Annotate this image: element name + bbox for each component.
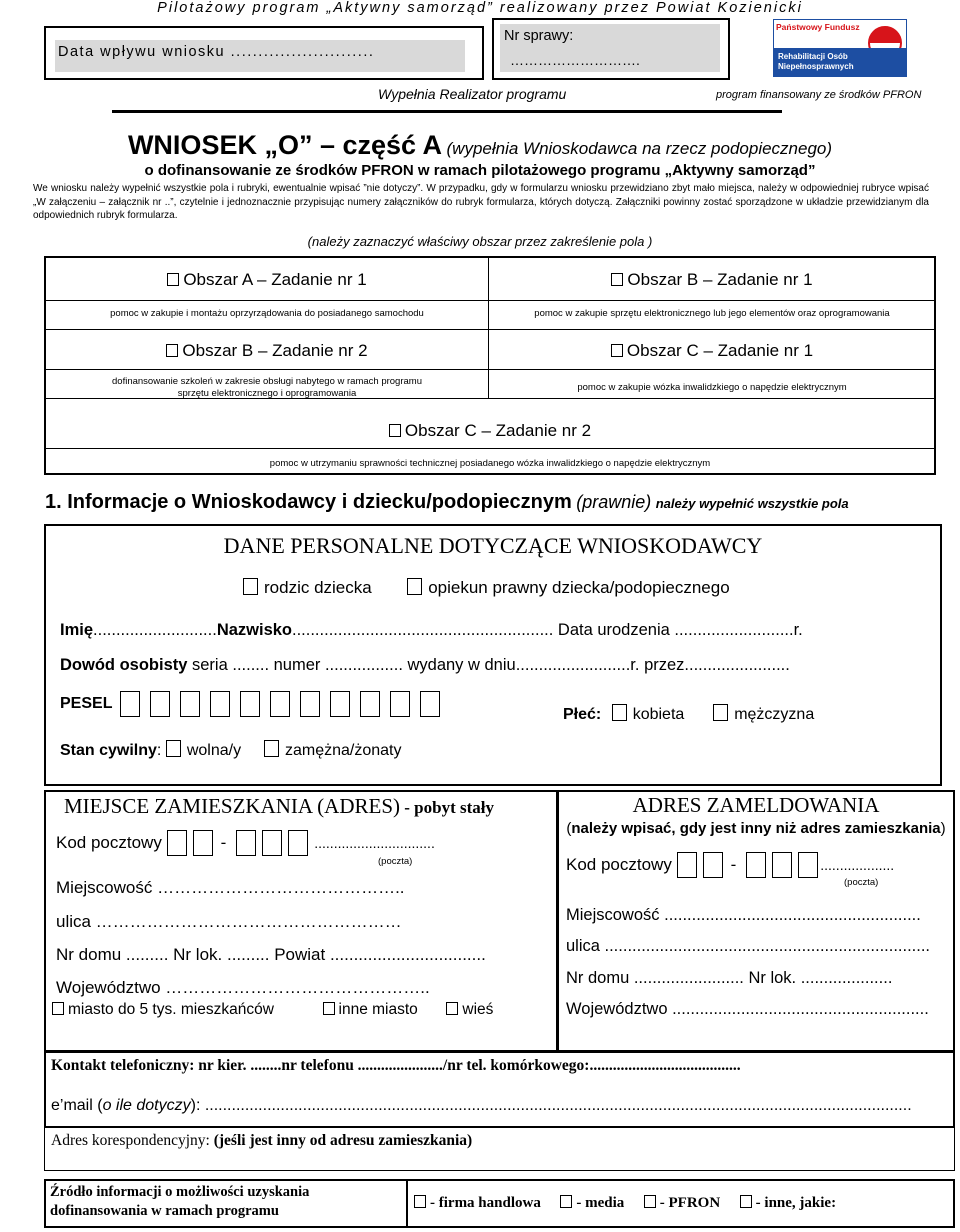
registered-note: (należy wpisać, gdy jest inny niż adres zamieszkania) (566, 820, 946, 837)
task-grid-hline-2 (46, 329, 934, 330)
mark-note-text: (należy zaznaczyć właściwy obszar przez zakreślenie pola ) (307, 234, 653, 249)
filled-by-note: Wypełnia Realizator programu (378, 86, 567, 102)
task-b1-desc: pomoc w zakupie sprzętu elektronicznego lub jego elementów oraz oprogramowania (534, 308, 890, 319)
id-line[interactable] (60, 656, 790, 675)
task-c1-checkbox[interactable] (611, 344, 623, 357)
mark-note (0, 234, 960, 249)
name-line[interactable] (60, 621, 803, 640)
surname-dob-dots: ......................................................... Data urodzenia ..........................r. (292, 621, 803, 639)
source-media-label: - media (576, 1195, 625, 1211)
sex-label: Płeć: (563, 706, 602, 723)
section1-title-paren: (prawnie) (576, 492, 652, 512)
pesel-digit[interactable] (180, 691, 200, 717)
date-label: Data wpływu wniosku .......................... (58, 44, 375, 60)
personal-heading: DANE PERSONALNE DOTYCZĄCE WNIOSKODAWCY (223, 533, 763, 558)
task-c2-desc: pomoc w utrzymaniu sprawności technicznej posiadanego wózka inwalidzkiego o napędzie elektrycznym (269, 458, 711, 469)
source-divider (406, 1181, 408, 1226)
task-a1-title: Obszar A – Zadanie nr 1 (183, 270, 367, 289)
female-checkbox[interactable] (612, 704, 627, 721)
source-pfron-label: - PFRON (659, 1195, 721, 1211)
email-dots: ): ............................................................................................................................................................... (190, 1097, 912, 1114)
role-options (243, 578, 730, 598)
married-checkbox[interactable] (264, 740, 279, 757)
postal-digit[interactable] (262, 830, 282, 856)
case-dots: ………………………. (510, 52, 640, 68)
pesel-digit[interactable] (360, 691, 380, 717)
address-house[interactable]: Nr domu ......... Nr lok. ......... Powiat ................................. (56, 945, 486, 964)
pesel-digit[interactable] (270, 691, 290, 717)
pesel-digit[interactable] (150, 691, 170, 717)
task-c1-title: Obszar C – Zadanie nr 1 (626, 341, 814, 360)
email-line[interactable] (51, 1097, 912, 1115)
postal-digit[interactable] (798, 852, 818, 878)
task-c2[interactable] (46, 421, 934, 441)
other-city-checkbox[interactable] (323, 1002, 335, 1015)
village-checkbox[interactable] (446, 1002, 458, 1015)
address-poczta: (poczta) (378, 856, 413, 867)
postal-digit[interactable] (746, 852, 766, 878)
postal-digit[interactable] (167, 830, 187, 856)
task-c2-checkbox[interactable] (389, 424, 401, 437)
registered-town[interactable]: Miejscowość ........................................................ (566, 906, 921, 924)
pfron-logo (773, 19, 907, 77)
village-label: wieś (462, 1001, 494, 1018)
task-b2-desc: dofinansowanie szkoleń w zakresie obsługi nabytego w ramach programu sprzętu elektronicznego i oprogramowania (112, 376, 422, 399)
registered-street[interactable]: ulica ....................................................................... (566, 937, 930, 955)
correspondence-note: (jeśli jest inny od adresu zamieszkania) (209, 1132, 473, 1149)
male-label: mężczyzna (734, 706, 815, 723)
first-name-label: Imię (60, 621, 94, 639)
address-street[interactable]: ulica ……………………………………………… (56, 912, 402, 931)
male-checkbox[interactable] (713, 704, 728, 721)
instructions: We wniosku należy wypełnić wszystkie pola i rubryki, ewentualnie wpisać ”nie dotyczy”. W przypadku, gdy w formularzu wniosku przewidziano zbyt mało miejsca, należy w odpowiedniej rubryce wpisać „W załączeniu – załącznik nr ..”, czytelnie i jednoznacznie przypisując numery załączników do rubryk formularza, których dotyczą. Załączniki powinny zostać sporządzone w układzie przewidzianym dla odpowiednich rubryk formularza. (33, 183, 929, 222)
source-media-checkbox[interactable] (560, 1195, 572, 1208)
postal-dash: - (730, 855, 737, 874)
section1-title-note: należy wypełnić wszystkie pola (655, 496, 849, 511)
postal-digit[interactable] (236, 830, 256, 856)
source-pfron-checkbox[interactable] (644, 1195, 656, 1208)
form-title (0, 130, 960, 161)
registered-post-dots[interactable]: ................... (820, 857, 895, 873)
pesel-digit[interactable] (240, 691, 260, 717)
email-label: e’mail ( (51, 1097, 103, 1114)
single-label: wolna/y (186, 742, 242, 759)
form-subtitle: o dofinansowanie ze środków PFRON w ramach pilotażowego programu „Aktywny samorząd” (144, 162, 816, 179)
section1-title (45, 491, 849, 514)
task-c1-desc: pomoc w zakupie wózka inwalidzkiego o napędzie elektrycznym (577, 382, 847, 393)
form-title-main: WNIOSEK „O” – część A (127, 130, 443, 160)
registered-house[interactable]: Nr domu ........................ Nr lok. .................... (566, 969, 893, 987)
other-city-label: inne miasto (338, 1001, 418, 1018)
pesel-digit[interactable] (390, 691, 410, 717)
pesel-digit[interactable] (420, 691, 440, 717)
address-postal-label: Kod pocztowy (56, 833, 162, 852)
id-card-dots: seria ........ numer ................. wydany w dniu.........................r. przez....................... (187, 656, 790, 674)
logo-bottom-text: Rehabilitacji Osób Niepełnosprawnych (774, 48, 906, 76)
pesel-digit[interactable] (300, 691, 320, 717)
civil-status-label: Stan cywilny (60, 742, 157, 759)
registered-poczta: (poczta) (844, 877, 879, 888)
postal-digit[interactable] (288, 830, 308, 856)
address-heading-sub: - pobyt stały (400, 798, 494, 817)
married-label: zamężna/żonaty (284, 742, 402, 759)
pesel-digit[interactable] (210, 691, 230, 717)
address-heading (64, 794, 494, 819)
pesel-label: PESEL (60, 695, 113, 712)
registered-note-text: należy wpisać, gdy jest inny niż adres zamieszkania (571, 820, 941, 837)
logo-top-text: Państwowy Fundusz (776, 22, 860, 32)
registered-postal-row (566, 852, 894, 878)
small-town-label: miasto do 5 tys. mieszkańców (68, 1001, 274, 1018)
correspondence-line[interactable] (51, 1132, 472, 1150)
civil-row: Stan cywilny: wolna/y zamężna/żonaty (60, 742, 402, 759)
source-other-label: - inne, jakie: (755, 1195, 837, 1211)
source-label: Źródło informacji o możliwości uzyskania dofinansowania w ramach programu (50, 1184, 310, 1219)
postal-digit[interactable] (703, 852, 723, 878)
task-b2[interactable] (46, 341, 488, 361)
task-b1-checkbox[interactable] (611, 273, 623, 286)
postal-digit[interactable] (193, 830, 213, 856)
task-b1[interactable] (490, 270, 934, 290)
pesel-row (60, 691, 450, 717)
task-grid-vdivider (488, 258, 489, 398)
locality-options (52, 1001, 493, 1019)
task-grid-hline-5 (46, 448, 934, 449)
address-heading-main: MIEJSCE ZAMIESZKANIA (ADRES) (64, 794, 400, 818)
small-town-checkbox[interactable] (52, 1002, 64, 1015)
source-other-checkbox[interactable] (740, 1195, 752, 1208)
source-company-label: - firma handlowa (430, 1195, 541, 1211)
task-grid-hline-3 (46, 369, 934, 370)
phone-line[interactable]: Kontakt telefoniczny: nr kier. ........nr telefonu ....................../nr tel. komórkowego:....................................... (51, 1057, 741, 1074)
program-line: Pilotażowy program „Aktywny samorząd” realizowany przez Powiat Kozienicki (157, 0, 803, 16)
postal-digit[interactable] (772, 852, 792, 878)
id-card-label: Dowód osobisty (60, 656, 188, 674)
pesel-digit[interactable] (330, 691, 350, 717)
registered-heading: ADRES ZAMELDOWANIA (632, 793, 880, 817)
registered-postal-label: Kod pocztowy (566, 855, 672, 874)
postal-digit[interactable] (677, 852, 697, 878)
task-a1-desc: pomoc w zakupie i montażu oprzyrządowania do posiadanego samochodu (110, 308, 424, 319)
single-checkbox[interactable] (166, 740, 181, 757)
guardian-checkbox[interactable] (407, 578, 422, 595)
source-company-checkbox[interactable] (414, 1195, 426, 1208)
address-voivodeship[interactable]: Województwo ……………………………………….. (56, 978, 430, 997)
task-b2-title: Obszar B – Zadanie nr 2 (182, 341, 368, 360)
section1-title-main: 1. Informacje o Wnioskodawcy i dziecku/podopiecznym (45, 491, 572, 513)
source-options (414, 1195, 836, 1212)
task-a1-checkbox[interactable] (167, 273, 179, 286)
form-title-sub: (wypełnia Wnioskodawca na rzecz podopiecznego) (446, 139, 833, 158)
registered-voivodeship[interactable]: Województwo ........................................................ (566, 1000, 929, 1018)
surname-label: Nazwisko (216, 621, 293, 639)
task-b2-checkbox[interactable] (166, 344, 178, 357)
email-note: o ile dotyczy (102, 1097, 191, 1114)
case-label: Nr sprawy: (504, 28, 574, 44)
task-b1-title: Obszar B – Zadanie nr 1 (627, 270, 813, 289)
guardian-label: opiekun prawny dziecka/podopiecznego (428, 578, 730, 597)
task-c1[interactable] (490, 341, 934, 361)
postal-dash: - (220, 833, 227, 852)
task-c2-title: Obszar C – Zadanie nr 2 (404, 421, 592, 440)
parent-label: rodzic dziecka (264, 578, 372, 597)
pesel-digit[interactable] (120, 691, 140, 717)
correspondence-label: Adres korespondencyjny: (51, 1132, 210, 1149)
header-rule (112, 110, 782, 113)
first-name-dots: ........................... (93, 621, 217, 639)
address-postal-row (56, 830, 435, 856)
sex-row (563, 704, 814, 724)
address-post-dots[interactable]: ............................... (314, 835, 435, 851)
parent-checkbox[interactable] (243, 578, 258, 595)
task-grid-hline-1 (46, 300, 934, 301)
financed-note: program finansowany ze środków PFRON (716, 89, 922, 101)
task-a1[interactable] (46, 270, 488, 290)
female-label: kobieta (632, 706, 685, 723)
address-town[interactable]: Miejscowość …………………………………….. (56, 878, 405, 897)
